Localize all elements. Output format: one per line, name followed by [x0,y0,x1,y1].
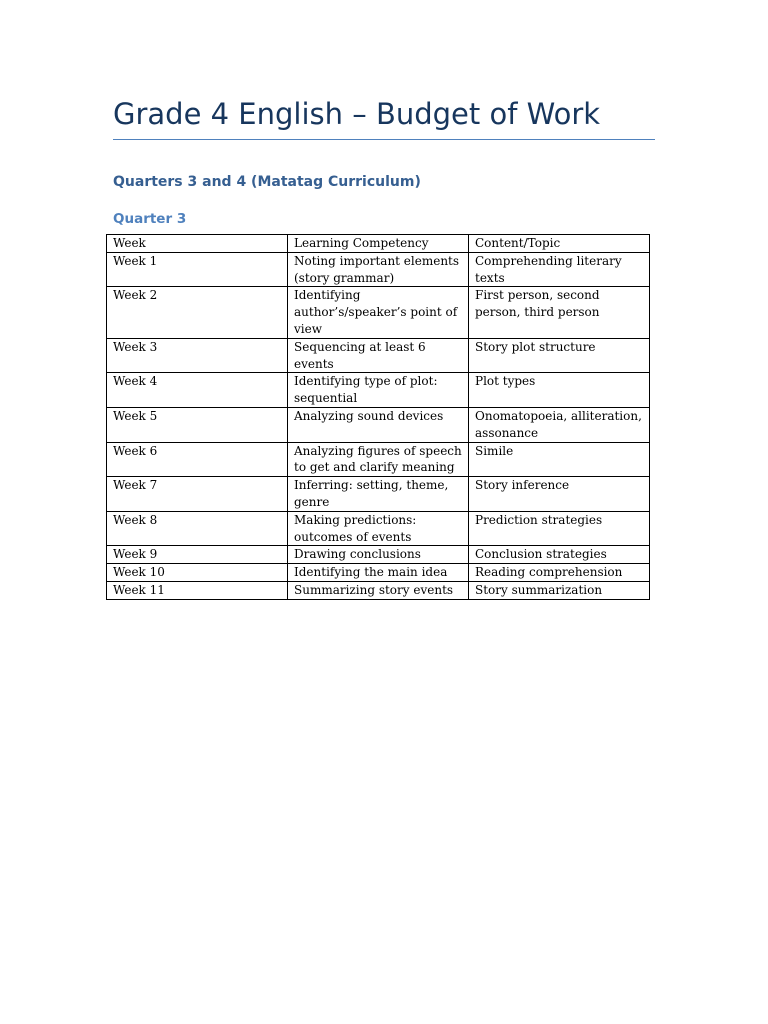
competency-cell: Sequencing at least 6 events [288,338,469,373]
document-title: Grade 4 English – Budget of Work [113,97,601,131]
competency-cell: Identifying type of plot: sequential [288,373,469,408]
topic-cell: Conclusion strategies [469,546,650,564]
topic-cell: Prediction strategies [469,511,650,546]
topic-cell: Onomatopoeia, alliteration, assonance [469,407,650,442]
section-heading-quarter-3: Quarter 3 [113,211,187,227]
week-cell: Week 2 [107,287,288,338]
competency-cell: Analyzing figures of speech to get and clarify meaning [288,442,469,477]
week-cell: Week 7 [107,477,288,512]
week-cell: Week 5 [107,407,288,442]
column-header-learning-competency: Learning Competency [288,235,469,253]
competency-cell: Summarizing story events [288,581,469,599]
week-cell: Week 6 [107,442,288,477]
competency-cell: Making predictions: outcomes of events [288,511,469,546]
table-row [107,407,650,442]
table-row [107,477,650,512]
week-cell: Week 1 [107,252,288,287]
topic-cell: Plot types [469,373,650,408]
week-cell: Week 10 [107,564,288,582]
table-row [107,511,650,546]
week-cell: Week 9 [107,546,288,564]
title-underline [113,139,655,140]
topic-cell: Simile [469,442,650,477]
table-row [107,252,650,287]
week-cell: Week 8 [107,511,288,546]
week-cell: Week 4 [107,373,288,408]
topic-cell: Story summarization [469,581,650,599]
week-cell: Week 11 [107,581,288,599]
competency-cell: Inferring: setting, theme, genre [288,477,469,512]
column-header-week: Week [107,235,288,253]
competency-cell: Identifying the main idea [288,564,469,582]
competency-cell: Noting important elements (story grammar) [288,252,469,287]
topic-cell: Comprehending literary texts [469,252,650,287]
table-header-row [107,235,650,253]
competency-cell: Drawing conclusions [288,546,469,564]
topic-cell: Story plot structure [469,338,650,373]
table-row [107,373,650,408]
topic-cell: Story inference [469,477,650,512]
table-row [107,581,650,599]
table-row [107,546,650,564]
competency-cell: Identifying author’s/speaker’s point of view [288,287,469,338]
table-row [107,338,650,373]
table-row [107,442,650,477]
table-row [107,287,650,338]
topic-cell: Reading comprehension [469,564,650,582]
column-header-content-topic: Content/Topic [469,235,650,253]
week-cell: Week 3 [107,338,288,373]
topic-cell: First person, second person, third person [469,287,650,338]
document-subtitle: Quarters 3 and 4 (Matatag Curriculum) [113,174,421,190]
competency-cell: Analyzing sound devices [288,407,469,442]
budget-of-work-table [106,234,650,600]
table-row [107,564,650,582]
